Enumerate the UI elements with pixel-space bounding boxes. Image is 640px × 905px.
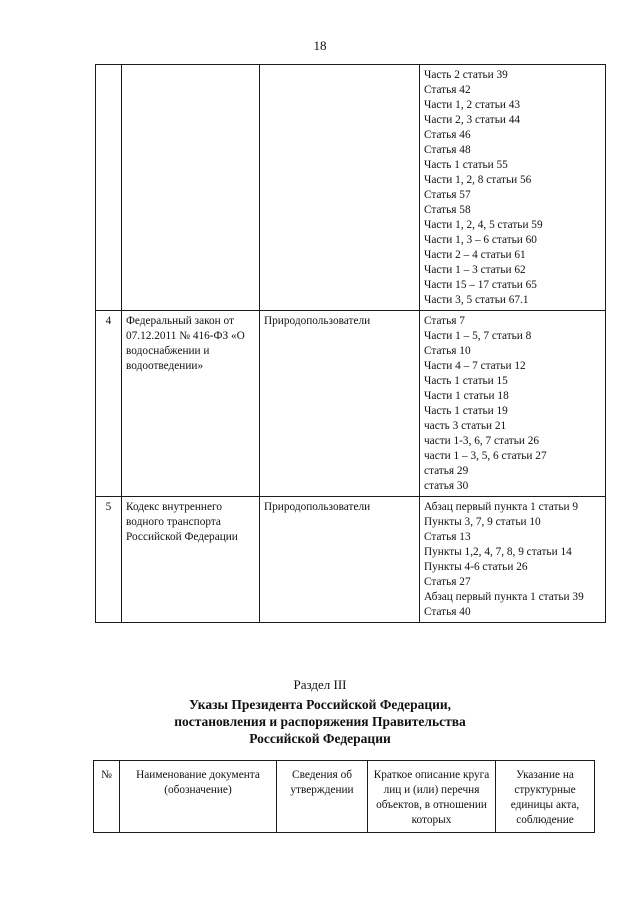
article-reference: Пункты 1,2, 4, 7, 8, 9 статьи 14	[424, 546, 572, 558]
article-reference: Части 15 – 17 статьи 65	[424, 279, 537, 291]
article-reference: Абзац первый пункта 1 статьи 9	[424, 501, 579, 513]
article-reference: Части 1, 2 статьи 43	[424, 99, 521, 111]
article-reference: Пункты 4-6 статьи 26	[424, 561, 528, 573]
article-reference: Часть 1 статьи 15	[424, 375, 508, 387]
page-number: 18	[313, 38, 327, 53]
article-reference: Части 1 – 3 статьи 62	[424, 264, 526, 276]
article-reference: Часть 1 статьи 55	[424, 159, 508, 171]
article-references	[420, 311, 606, 497]
article-reference: Части 4 – 7 статьи 12	[424, 360, 526, 372]
header-persons-description: Краткое описание круга лиц и (или) перечня объектов, в отношении которых	[368, 761, 496, 833]
legal-acts-table	[95, 64, 606, 623]
article-reference: Часть 1 статьи 19	[424, 405, 508, 417]
article-reference: Части 1, 2, 4, 5 статьи 59	[424, 219, 543, 231]
article-reference: Части 2 – 4 статьи 61	[424, 249, 526, 261]
table-row	[96, 311, 606, 497]
header-document-name: Наименование документа (обозначение)	[120, 761, 277, 833]
article-reference: части 1-3, 6, 7 статьи 26	[424, 435, 540, 447]
header-number: №	[94, 761, 120, 833]
article-reference: Абзац первый пункта 1 статьи 39	[424, 591, 584, 603]
article-references	[420, 497, 606, 623]
header-approval-info: Сведения об утверждении	[277, 761, 368, 833]
article-reference: Части 3, 5 статьи 67.1	[424, 294, 529, 306]
affected-persons: Природопользователи	[260, 311, 420, 497]
legal-act-name: Федеральный закон от 07.12.2011 № 416-ФЗ «О водоснабжении и водоотведении»	[122, 311, 260, 497]
article-reference: статья 30	[424, 480, 469, 492]
article-reference: Статья 10	[424, 345, 471, 357]
article-references	[420, 65, 606, 311]
article-reference: Статья 7	[424, 315, 465, 327]
decrees-table	[93, 760, 595, 833]
article-reference: Часть 2 статьи 39	[424, 69, 508, 81]
article-reference: Статья 27	[424, 576, 471, 588]
table-row	[96, 497, 606, 623]
affected-persons: Природопользователи	[260, 497, 420, 623]
article-reference: Статья 57	[424, 189, 471, 201]
row-number: 5	[96, 497, 122, 623]
article-reference: Пункты 3, 7, 9 статьи 10	[424, 516, 541, 528]
article-reference: Статья 58	[424, 204, 471, 216]
article-reference: Статья 42	[424, 84, 471, 96]
article-reference: часть 3 статьи 21	[424, 420, 507, 432]
article-reference: статья 29	[424, 465, 469, 477]
row-number: 4	[96, 311, 122, 497]
legal-act-name: Кодекс внутреннего водного транспорта Российской Федерации	[122, 497, 260, 623]
section-label: Раздел III	[293, 677, 347, 692]
row-number	[96, 65, 122, 311]
article-reference: части 1 – 3, 5, 6 статьи 27	[424, 450, 547, 462]
article-reference: Части 1 – 5, 7 статьи 8	[424, 330, 532, 342]
article-reference: Статья 40	[424, 606, 471, 618]
article-reference: Части 1, 2, 8 статьи 56	[424, 174, 532, 186]
article-reference: Статья 48	[424, 144, 471, 156]
article-reference: Части 2, 3 статьи 44	[424, 114, 521, 126]
table-header-row	[94, 761, 595, 833]
legal-act-name	[122, 65, 260, 311]
article-reference: Статья 13	[424, 531, 471, 543]
header-structural-units: Указание на структурные единицы акта, соблюдение	[496, 761, 595, 833]
article-reference: Части 1, 3 – 6 статьи 60	[424, 234, 537, 246]
article-reference: Статья 46	[424, 129, 471, 141]
table-row	[96, 65, 606, 311]
section-title: Указы Президента Российской Федерации, постановления и распоряжения Правительства Российской Федерации	[174, 697, 466, 746]
affected-persons	[260, 65, 420, 311]
article-reference: Части 1 статьи 18	[424, 390, 509, 402]
